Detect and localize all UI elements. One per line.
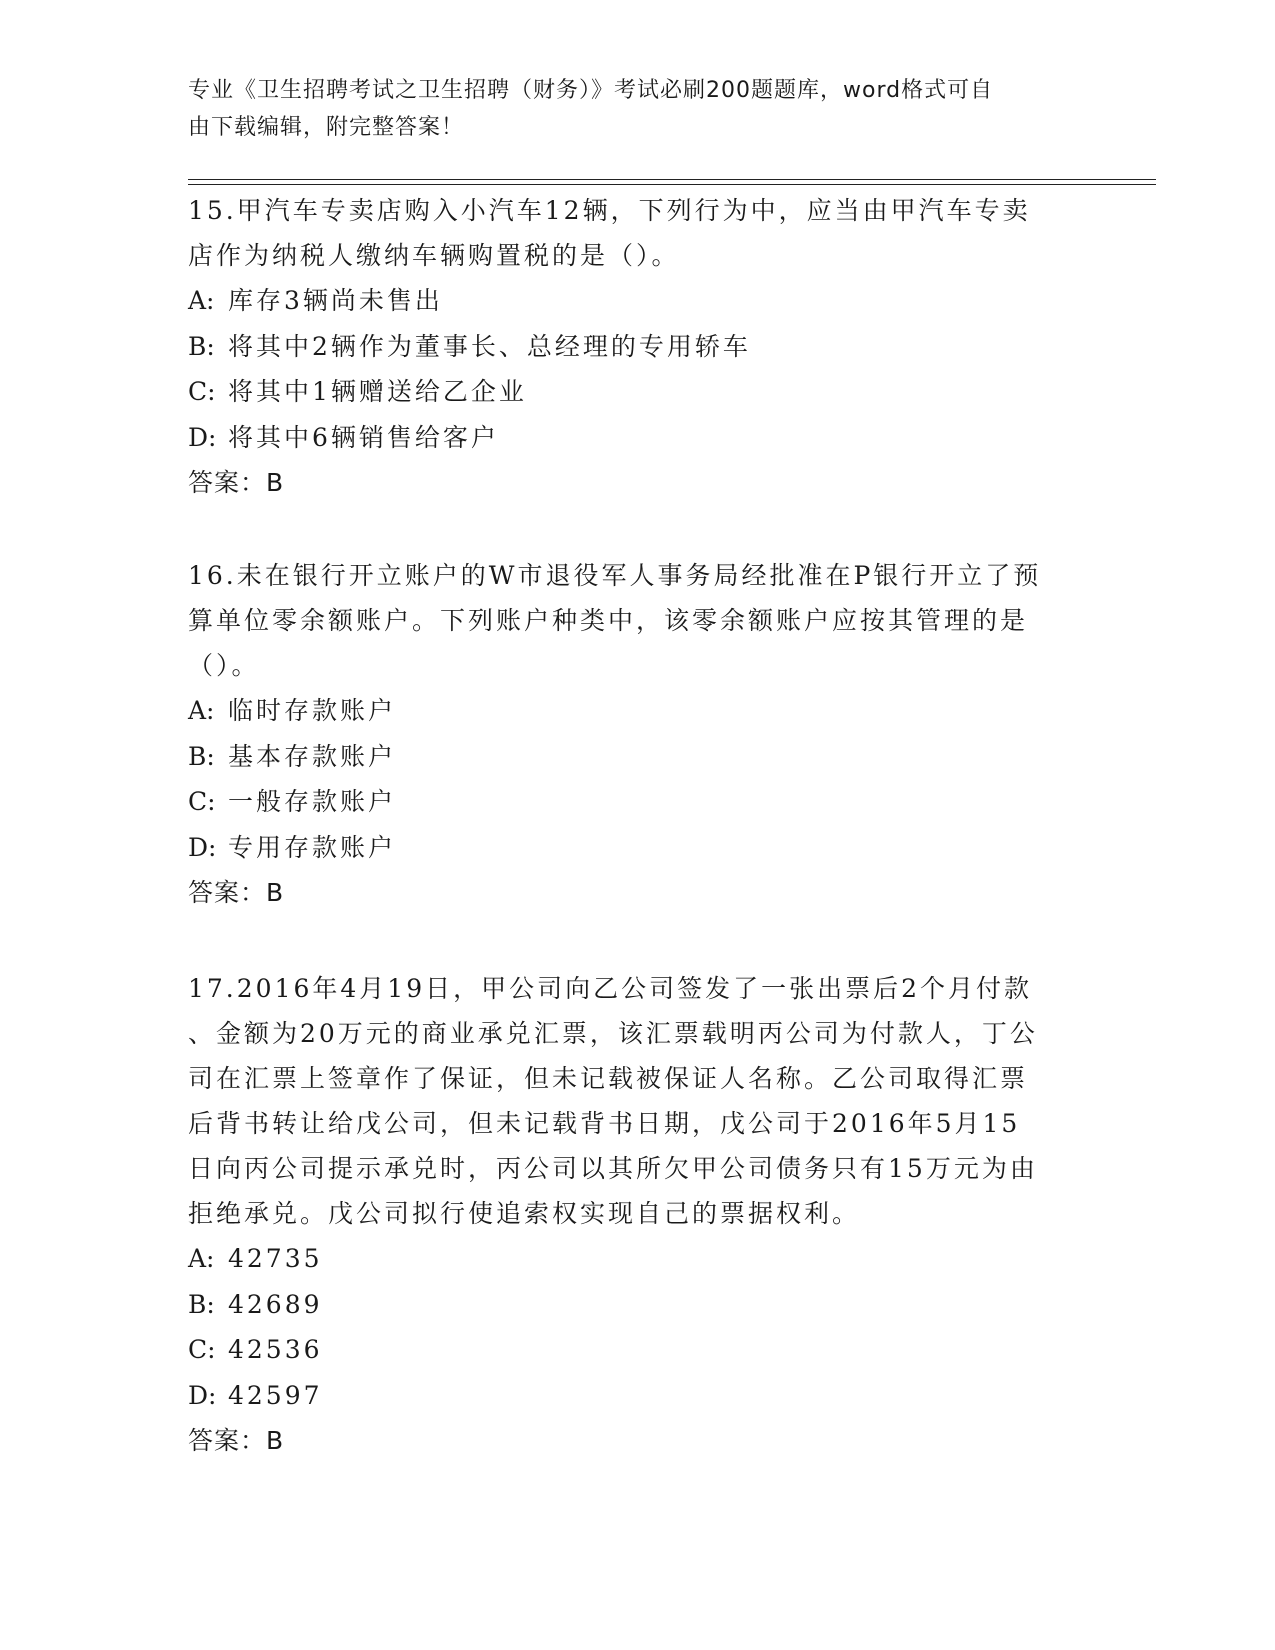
option-b	[188, 1282, 1088, 1328]
option-text: 42735	[228, 1244, 323, 1273]
option-text: 临时存款账户	[228, 696, 397, 725]
question-stem-line: 司在汇票上签章作了保证，但未记载被保证人名称。乙公司取得汇票	[188, 1064, 1029, 1093]
option-a	[188, 278, 1088, 324]
option-text: 42597	[228, 1380, 323, 1410]
option-text: 42536	[228, 1335, 323, 1364]
option-key: C:	[188, 1335, 216, 1364]
option-d	[188, 415, 1088, 461]
option-a	[188, 688, 1088, 734]
option-d	[188, 825, 1088, 871]
option-text: 42689	[228, 1289, 323, 1319]
option-key: D:	[188, 832, 217, 862]
option-a	[188, 1236, 1088, 1282]
header-line-2: 由下载编辑，附完整答案！	[188, 115, 465, 140]
option-text: 库存3辆尚未售出	[228, 286, 443, 315]
option-key: D:	[188, 1380, 217, 1410]
option-key: B:	[188, 1289, 215, 1319]
option-text: 专用存款账户	[228, 832, 397, 862]
option-key: C:	[188, 787, 216, 816]
question-stem-line: 、金额为20万元的商业承兑汇票，该汇票载明丙公司为付款人，丁公	[188, 1019, 1038, 1048]
option-d	[188, 1373, 1088, 1419]
question-16	[188, 553, 1088, 915]
option-text: 将其中6辆销售给客户	[228, 422, 499, 452]
question-stem-line: 店作为纳税人缴纳车辆购置税的是（）。	[188, 241, 680, 270]
answer-line: 答案：B	[188, 878, 285, 907]
option-key: A:	[188, 696, 215, 725]
header-divider-top	[188, 179, 1156, 180]
question-stem-line: 15.甲汽车专卖店购入小汽车12辆，下列行为中，应当由甲汽车专卖	[188, 196, 1031, 225]
question-15	[188, 188, 1088, 505]
header-line-1: 专业《卫生招聘考试之卫生招聘（财务）》考试必刷200题题库，word格式可自	[188, 78, 994, 103]
question-stem-line: （）。	[188, 651, 260, 680]
option-text: 一般存款账户	[228, 787, 397, 816]
option-c	[188, 1327, 1088, 1373]
question-17	[188, 966, 1088, 1463]
option-key: D:	[188, 422, 217, 452]
document-header	[188, 72, 1068, 146]
question-stem-line: 16.未在银行开立账户的W市退役军人事务局经批准在P银行开立了预	[188, 561, 1042, 590]
header-divider-bottom	[188, 184, 1156, 185]
option-key: C:	[188, 377, 216, 406]
question-stem-line: 拒绝承兑。戊公司拟行使追索权实现自己的票据权利。	[188, 1199, 861, 1228]
question-stem-line: 日向丙公司提示承兑时，丙公司以其所欠甲公司债务只有15万元为由	[188, 1154, 1038, 1183]
option-key: A:	[188, 286, 215, 315]
answer-line: 答案：B	[188, 468, 285, 497]
option-key: A:	[188, 1244, 215, 1273]
option-b	[188, 734, 1088, 780]
option-key: B:	[188, 741, 215, 771]
option-text: 基本存款账户	[228, 741, 397, 771]
option-b	[188, 324, 1088, 370]
option-text: 将其中1辆赠送给乙企业	[228, 377, 527, 406]
option-text: 将其中2辆作为董事长、总经理的专用轿车	[228, 331, 751, 361]
answer-line: 答案：B	[188, 1426, 285, 1455]
question-stem-line: 17.2016年4月19日，甲公司向乙公司签发了一张出票后2个月付款	[188, 974, 1033, 1003]
question-stem-line: 算单位零余额账户。下列账户种类中，该零余额账户应按其管理的是	[188, 606, 1029, 635]
question-stem-line: 后背书转让给戊公司，但未记载背书日期，戊公司于2016年5月15	[188, 1109, 1021, 1138]
option-key: B:	[188, 331, 215, 361]
option-c	[188, 369, 1088, 415]
option-c	[188, 779, 1088, 825]
